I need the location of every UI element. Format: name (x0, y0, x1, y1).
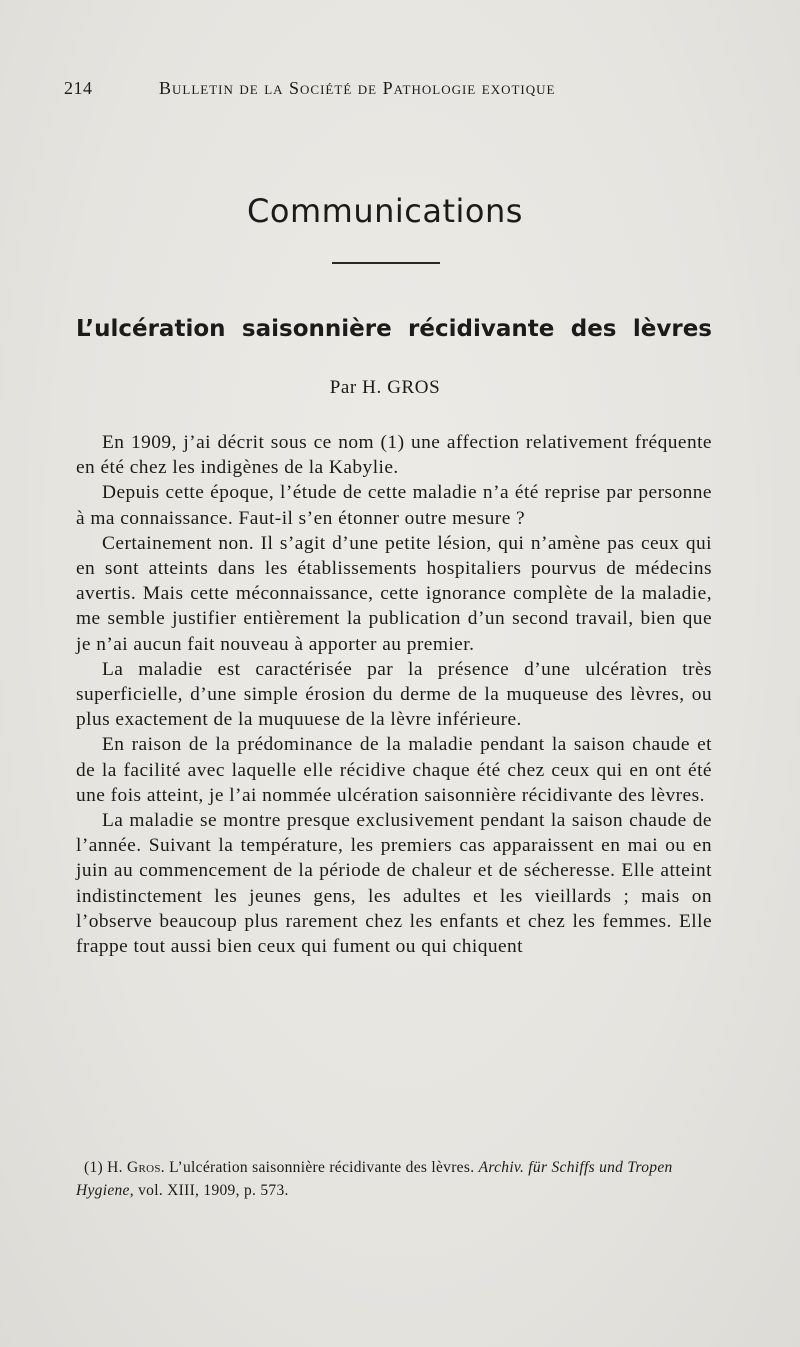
footnote-marker: (1) H. (84, 1159, 123, 1176)
footnote-text: L’ulcération saisonnière récidivante des lèvres. (169, 1159, 475, 1176)
article-title: L’ulcération saisonnière récidivante des lèvres (76, 316, 712, 342)
page-number: 214 (64, 78, 93, 98)
footnote-journal: Archiv. für Schiffs und Tropen Hygiene, (76, 1159, 673, 1199)
footnote-citation: vol. XIII, 1909, p. 573. (138, 1182, 289, 1199)
footnote-author: Gros. (127, 1159, 165, 1176)
paragraph: La maladie est caractérisée par la présence d’une ulcération très superficielle, d’une simple érosion du derme de la muqueuse des lèvres, ou plus exactement de la muquuese de la lèvre inférieure. (76, 658, 712, 731)
running-header (64, 78, 684, 108)
paragraph: En 1909, j’ai décrit sous ce nom (1) une affection relativement fréquente en été chez les indigènes de la Kabylie. (76, 432, 712, 479)
paragraph: Depuis cette époque, l’étude de cette maladie n’a été reprise par personne à ma connaissance. Faut-il s’en étonner outre mesure ? (76, 482, 712, 529)
section-title: Communications (247, 192, 523, 230)
paragraph: La maladie se montre presque exclusivement pendant la saison chaude de l’année. Suivant la température, les premiers cas apparaissent en mai ou en juin au commencement de la période de chaleur et de sécheresse. Elle atteint indistinctement les jeunes gens, les adultes et les vieillards ; mais on l’observe beaucoup plus rarement chez les enfants et chez les femmes. Elle frappe tout aussi bien ceux qui fument ou qui chiquent (76, 810, 712, 958)
journal-title: Bulletin de la Société de Pathologie exotique (159, 78, 556, 98)
article-body (76, 430, 712, 959)
article-byline: Par H. GROS (329, 377, 441, 398)
section-divider (332, 262, 440, 264)
paragraph: En raison de la prédominance de la maladie pendant la saison chaude et de la facilité avec laquelle elle récidive chaque été chez ceux qui en ont été une fois atteint, je l’ai nommée ulcération saisonnière récidivante des lèvres. (76, 734, 712, 806)
footnote (76, 1156, 712, 1202)
paragraph: Certainement non. Il s’agit d’une petite lésion, qui n’amène pas ceux qui en sont atteints dans les établissements hospitaliers pourvus de médecins avertis. Mais cette méconnaissance, cette ignorance complète de la maladie, me semble justifier entièrement la publication d’un second travail, bien que je n’ai aucun fait nouveau à apporter au premier. (76, 532, 712, 655)
